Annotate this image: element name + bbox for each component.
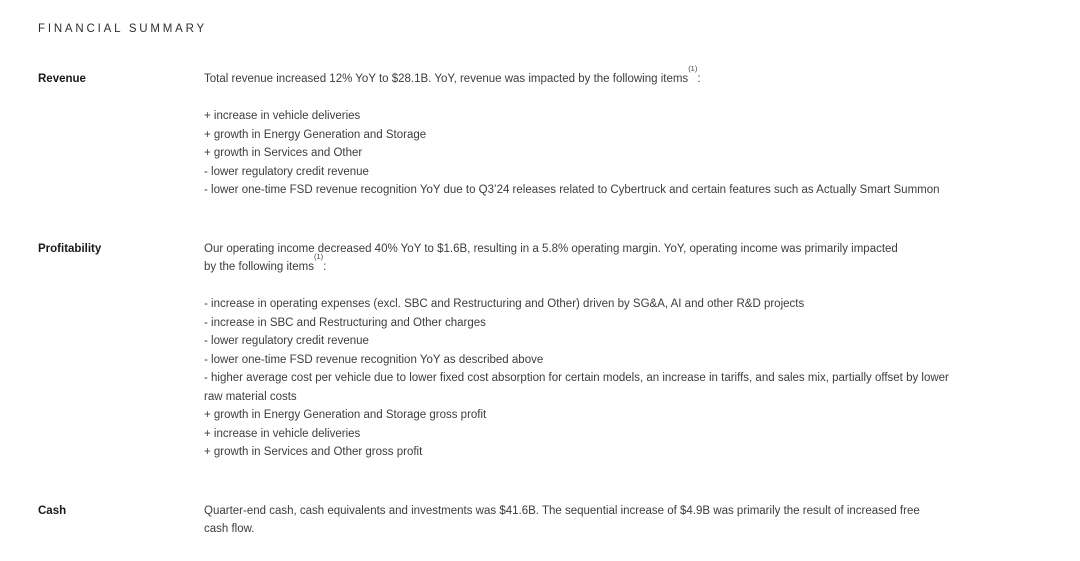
footnote-marker: (1) — [688, 64, 698, 73]
section-profitability — [38, 240, 1080, 462]
page-title: FINANCIAL SUMMARY — [38, 23, 208, 35]
list-item: + growth in Energy Generation and Storage — [204, 128, 427, 141]
revenue-intro-text: Total revenue increased 12% YoY to $28.1B. YoY, revenue was impacted by the following items — [204, 73, 689, 85]
section-content-profitability — [204, 240, 949, 462]
list-item: + growth in Services and Other — [204, 147, 363, 159]
profitability-intro-tail: : — [323, 261, 327, 273]
list-item: - lower one-time FSD revenue recognition YoY as described above — [204, 353, 544, 366]
list-item: - increase in SBC and Restructuring and Other charges — [204, 316, 486, 329]
list-item: - lower one-time FSD revenue recognition YoY due to Q3’24 releases related to Cybertruck and certain features such as Actually Smart Summon — [204, 184, 940, 196]
list-item: - lower regulatory credit revenue — [204, 165, 369, 178]
profitability-item-list — [204, 295, 949, 462]
list-item: - increase in operating expenses (excl. SBC and Restructuring and Other) driven by SG&A, AI and other R&D projects — [204, 298, 805, 310]
revenue-intro-tail: : — [697, 73, 701, 85]
list-item: + increase in vehicle deliveries — [204, 427, 361, 440]
section-label-cash: Cash — [38, 504, 67, 517]
section-label-revenue: Revenue — [38, 73, 86, 85]
revenue-intro — [204, 64, 949, 89]
revenue-item-list — [204, 107, 949, 200]
section-content-cash — [204, 502, 949, 539]
section-cash — [38, 502, 1080, 539]
profitability-intro-text: by the following items — [204, 261, 314, 273]
footnote-marker: (1) — [313, 252, 324, 261]
list-item: - lower regulatory credit revenue — [204, 335, 369, 347]
cash-intro-line-2: cash flow. — [204, 523, 255, 535]
profitability-intro-line-1: Our operating income decreased 40% YoY to $1.6B, resulting in a 5.8% operating margin. YoY, operating income was primarily impacted — [204, 242, 898, 255]
list-item: - higher average cost per vehicle due to lower fixed cost absorption for certain models, an increase in tariffs, and sales mix, partially offset by lower raw material costs — [204, 372, 949, 403]
list-item: + increase in vehicle deliveries — [204, 110, 361, 122]
cash-intro-line-1: Quarter-end cash, cash equivalents and investments was $41.6B. The sequential increase of $4.9B was primarily the result of increased free — [204, 504, 920, 517]
section-label-profitability: Profitability — [38, 242, 102, 255]
section-revenue — [38, 64, 1080, 200]
section-content-revenue — [204, 64, 949, 200]
revenue-intro-line-1 — [204, 64, 949, 89]
cash-intro — [204, 502, 949, 539]
profitability-intro-line-2 — [204, 252, 949, 277]
list-item: + growth in Energy Generation and Storage gross profit — [204, 409, 487, 421]
profitability-intro — [204, 240, 949, 277]
list-item: + growth in Services and Other gross profit — [204, 446, 423, 458]
